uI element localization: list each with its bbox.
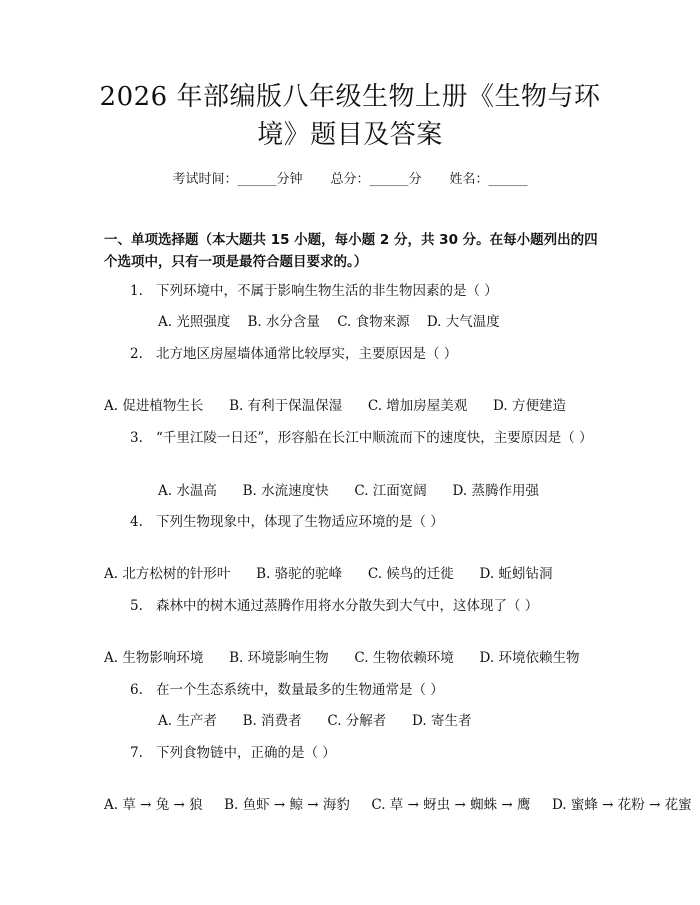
options-3 [104,481,596,502]
option-c: C. 食物来源 [337,314,410,330]
options-6 [104,711,596,732]
option-b: B. 水分含量 [247,314,321,330]
question-number: 6. [130,682,143,698]
option-d: D. 大气温度 [426,314,500,330]
question-5 [104,596,596,617]
options-1 [104,312,596,333]
question-2 [104,344,596,365]
options-7 [104,774,692,816]
meta-time: 考试时间：______分钟 [172,172,303,187]
title-line-2: 境》题目及答案 [257,120,443,150]
option-a: A. 促进植物生长 [104,398,204,414]
option-d: D. 蒸腾作用强 [452,483,539,499]
option-c: C. 增加房屋美观 [367,398,468,414]
option-d: D. 环境依赖生物 [479,650,580,666]
question-1 [104,281,596,302]
option-a: A. 生物影响环境 [104,650,204,666]
question-text: 森林中的树木通过蒸腾作用将水分散失到大气中，这体现了（ ） [156,598,539,614]
option-d: D. 蜜蜂 → 花粉 → 花蜜 [551,797,692,813]
meta-score: 总分：______分 [330,172,422,187]
option-b: B. 消费者 [242,713,302,729]
question-6 [104,680,596,701]
title-line-1: 2026 年部编版八年级生物上册《生物与环 [99,82,601,112]
option-b: B. 鱼虾 → 鲸 → 海豹 [224,797,350,813]
question-number: 5. [130,598,143,614]
question-7 [104,743,596,764]
option-d: D. 蚯蚓钻洞 [479,566,553,582]
question-number: 7. [130,745,143,761]
option-a: A. 草 → 兔 → 狼 [104,797,203,813]
question-number: 4. [130,514,143,530]
options-2 [104,375,596,417]
options-4 [104,543,596,585]
option-b: B. 骆驼的驼峰 [256,566,343,582]
option-c: C. 分解者 [327,713,387,729]
question-number: 3. [130,430,143,446]
option-a: A. 生产者 [158,713,217,729]
option-b: B. 水流速度快 [242,483,329,499]
option-b: B. 环境影响生物 [229,650,329,666]
option-c: C. 草 → 蚜虫 → 蜘蛛 → 鹰 [371,797,531,813]
option-b: B. 有利于保温保湿 [229,398,343,414]
options-5 [104,627,596,669]
exam-meta [0,171,700,189]
option-a: A. 水温高 [158,483,217,499]
document-title [60,78,640,154]
question-text: 下列生物现象中，体现了生物适应环境的是（ ） [156,514,444,530]
option-d: D. 寄生者 [412,713,472,729]
question-text: 下列环境中，不属于影响生物生活的非生物因素的是（ ） [156,283,498,299]
section-heading: 一、单项选择题（本大题共 15 小题，每小题 2 分，共 30 分。在每小题列出的四个选项中，只有一项是最符合题目要求的。） [104,232,598,270]
meta-name: 姓名：______ [449,172,528,187]
option-d: D. 方便建造 [493,398,566,414]
option-c: C. 江面宽阔 [354,483,427,499]
option-a: A. 光照强度 [158,314,231,330]
question-4 [104,512,596,533]
question-number: 1. [130,283,143,299]
option-a: A. 北方松树的针形叶 [104,566,231,582]
option-c: C. 候鸟的迁徙 [367,566,454,582]
option-c: C. 生物依赖环境 [354,650,454,666]
question-3 [104,428,596,449]
question-text: “千里江陵一日还”，形容船在长江中顺流而下的速度快，主要原因是（ ） [156,430,593,446]
question-text: 北方地区房屋墙体通常比较厚实，主要原因是（ ） [156,346,458,362]
question-text: 在一个生态系统中，数量最多的生物通常是（ ） [156,682,444,698]
question-number: 2. [130,346,143,362]
question-text: 下列食物链中，正确的是（ ） [156,745,336,761]
